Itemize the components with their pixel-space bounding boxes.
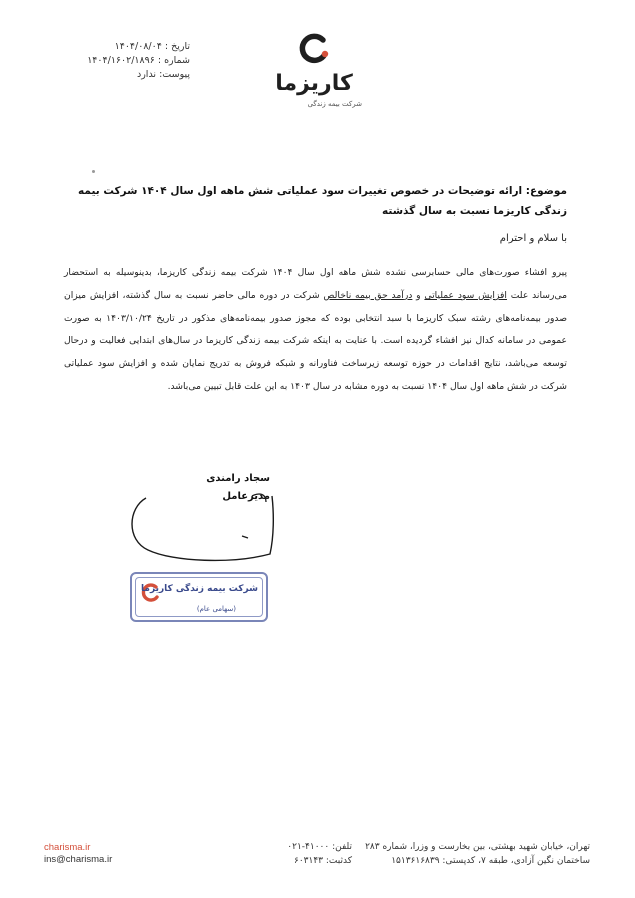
- body-rest: شرکت در دوره مالی حاضر نسبت به سال گذشته، افزایش میزان صدور بیمه‌نامه‌های رشته سبک کاریزما با سبد انتخابی بوده که مجوز صدور بیمه‌نامه‌های مذکور در تاریخ ۱۴۰۳/۱۰/۲۴ به صورت عمومی در سامانه کدال نیز افشاء گردیده است. با عنایت به اینکه شرکت بیمه زندگی کاریزما در سال‌های ابتدایی فعالیت و درحال توسعه می‌باشد، نتایج اقدامات در حوزه توسعه زیرساخت فناورانه و شبکه فروش به تدریج نمایان شده و افزایش سود عملیاتی شرکت در شش ماهه اول سال ۱۴۰۴ نسبت به دوره مشابه در سال ۱۴۰۳ به این علت قابل تبیین می‌باشد.: [64, 289, 567, 392]
- letter-subject: موضوع: ارائه توضیحات در خصوص تغییرات سود عملیاتی شش ماهه اول سال ۱۴۰۴ شرکت بیمه زندگی کاریزما نسبت به سال گذشته: [78, 185, 567, 217]
- handwritten-signature: [128, 488, 288, 568]
- logo-wordmark: کاریزما: [275, 71, 353, 96]
- footer-website[interactable]: charisma.ir: [44, 842, 91, 853]
- footer-address-line1: تهران، خیابان شهید بهشتی، بین بخارست و وزرا، شماره ۲۸۳: [365, 842, 590, 852]
- body-intro: پیرو افشاء صورت‌های مالی حسابرسی نشده شش ماهه اول سال ۱۴۰۴ شرکت بیمه زندگی کاریزما، بدینوسیله به استحضار می‌رساند علت: [64, 267, 568, 301]
- footer-contact: [232, 840, 352, 868]
- letter-date: تاریخ : ۱۴۰۴/۰۸/۰۴: [114, 41, 190, 52]
- logo-tagline: شرکت بیمه زندگی: [307, 100, 362, 108]
- signatory-title: مدیرعامل: [222, 491, 270, 502]
- body-highlight-gross-premium: درآمد حق بیمه ناخالص: [323, 289, 413, 301]
- stamp-subtitle: (سهامی عام): [196, 605, 236, 613]
- charisma-logo-icon: [298, 32, 332, 66]
- stamp-title: شرکت بیمه زندگی کاریزما: [141, 584, 258, 594]
- company-logo: [262, 32, 368, 116]
- footer-registration: کدثبت: ۶۰۳۱۴۳: [294, 856, 352, 866]
- letter-attachment: پیوست: ندارد: [136, 69, 190, 80]
- company-stamp: [130, 572, 268, 622]
- footer-email[interactable]: ins@charisma.ir: [44, 854, 113, 865]
- body-highlight-operating-profit: افزایش سود عملیاتی: [424, 289, 507, 301]
- letter-salutation: با سلام و احترام: [499, 233, 567, 244]
- footer-address-line2: ساختمان نگین آزادی، طبقه ۷، کدپستی: ۱۵۱۳۶۱۶۸۳۹: [391, 856, 590, 866]
- footer-phone: تلفن: ۴۱۰۰۰-۰۲۱: [287, 842, 352, 852]
- letter-body: [64, 262, 567, 399]
- page-mark: [92, 170, 95, 173]
- body-conjunction: و: [412, 289, 425, 301]
- signatory-name: سجاد رامندی: [206, 473, 270, 484]
- letter-number: شماره : ۱۴۰۴/۱۶۰۲/۱۸۹۶: [87, 55, 190, 66]
- letter-meta: [78, 40, 190, 82]
- footer-address: [358, 840, 590, 868]
